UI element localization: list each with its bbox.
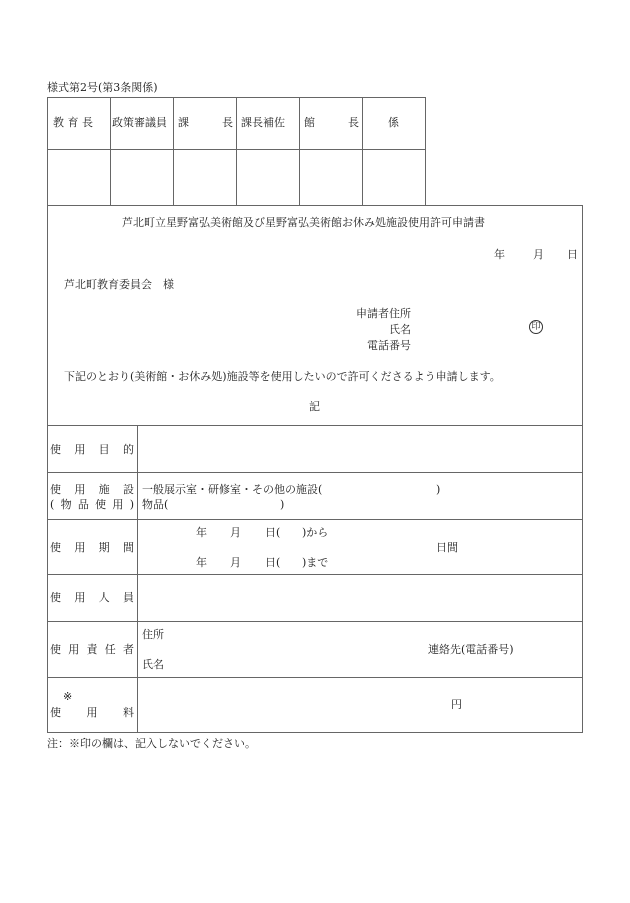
approval-header-kancho: 館 長 [304,116,359,129]
period-from-suffix: )から [302,526,329,539]
period-days: 日間 [436,541,458,554]
responsible-name-label: 氏名 [142,658,164,671]
fee-mark: ※ [63,690,73,703]
approval-header-seisaku: 政策審議員 [112,116,167,129]
goods-label: 物品( [142,498,169,511]
approval-header-hosa: 課長補佐 [241,116,285,129]
applicant-phone-label: 電話番号 [367,339,411,352]
approval-header-kakari: 係 [388,116,399,129]
request-sentence: 下記のとおり(美術館・お休み処)施設等を使用したいので許可くださるよう申請します。 [64,370,501,383]
date-year: 年 [494,248,505,261]
responsible-address-label: 住所 [142,628,164,641]
date-month: 月 [533,248,544,261]
goods-close-paren: ) [280,498,285,511]
label-responsible: 使 用 責 任 者 [50,643,134,656]
footnote: 注：※印の欄は、記入しないでください。 [47,737,256,750]
fee-unit: 円 [451,698,462,711]
period-to-day: 日( [265,556,281,569]
period-from-year: 年 [196,526,207,539]
period-from-day: 日( [265,526,281,539]
date-day: 日 [567,248,578,261]
approval-header-kyoikucho: 教 育 長 [53,116,93,129]
period-to-month: 月 [230,556,241,569]
seal-mark-icon: 印 [529,320,543,334]
applicant-address-label: 申請者住所 [356,307,411,320]
period-from-month: 月 [230,526,241,539]
form-number: 様式第2号(第3条関係) [47,81,158,94]
responsible-contact-label: 連絡先(電話番号) [428,643,514,656]
label-purpose: 使 用 目 的 [50,443,134,456]
label-facility: 使 用 施 設 [50,483,134,496]
period-to-year: 年 [196,556,207,569]
label-period: 使 用 期 間 [50,541,134,554]
label-people: 使 用 人 員 [50,591,134,604]
facility-close-paren: ) [436,483,441,496]
ki-heading: 記 [309,400,320,413]
period-to-suffix: )まで [302,556,329,569]
label-fee: 使 用 料 [50,706,134,719]
label-goods: ( 物 品 使 用 ) [50,498,134,511]
facility-options: 一般展示室・研修室・その他の施設( [142,483,323,496]
addressee: 芦北町教育委員会 様 [64,278,174,291]
approval-header-kacho: 課 長 [178,116,233,129]
form-title: 芦北町立星野富弘美術館及び星野富弘美術館お休み処施設使用許可申請書 [122,216,485,229]
applicant-name-label: 氏名 [389,323,411,336]
